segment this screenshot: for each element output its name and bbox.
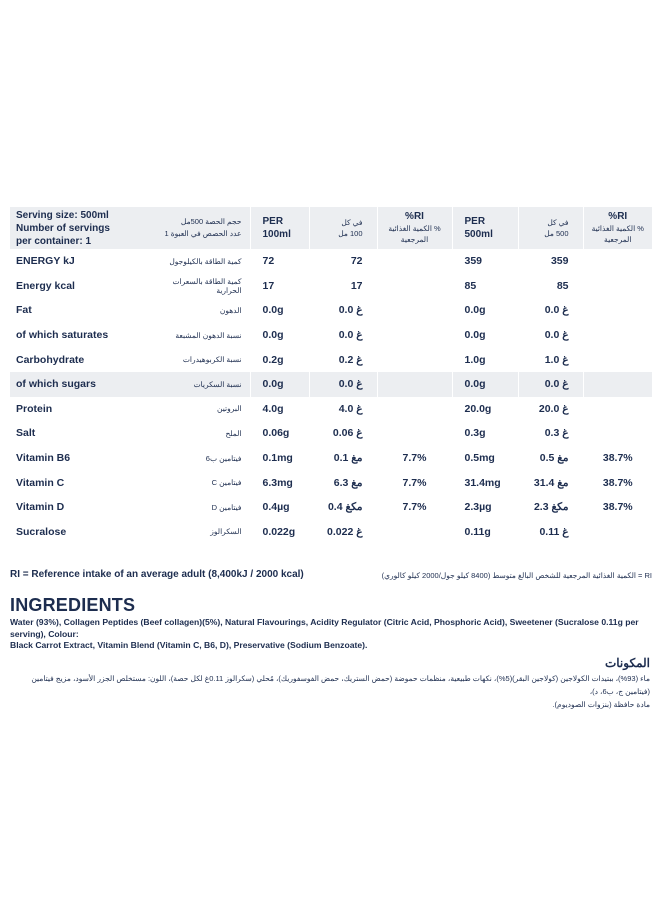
value-per100-ar: 0.2 غ	[309, 347, 377, 372]
value-per500: 85	[452, 274, 518, 299]
ri100-label: %RI	[405, 211, 424, 222]
per100-label: PER	[262, 216, 284, 227]
serving-size-label: Serving size: 500ml	[16, 209, 109, 221]
value-per500-ar: 0.11 غ	[518, 520, 583, 545]
value-per100: 0.4µg	[250, 495, 309, 520]
nutrient-name: Vitamin D	[16, 501, 65, 514]
per100-header	[250, 207, 309, 249]
value-per100-ar: 0.0 غ	[309, 372, 377, 397]
per500-label: PER	[464, 216, 486, 227]
ri500-label-ar: % الكمية الغذائية	[591, 224, 644, 233]
value-per500-ar: 1.0 غ	[518, 347, 583, 372]
nutrient-name-ar: البروتين	[217, 404, 242, 414]
value-per100-ar: 6.3 مغ	[309, 470, 377, 495]
nutrient-name-ar: فيتامين D	[211, 502, 242, 512]
value-per100-ar: 0.0 غ	[309, 298, 377, 323]
ri500-label-ar-2: المرجعية	[604, 235, 632, 244]
per100-unit: 100ml	[262, 229, 291, 240]
ri500-header	[583, 207, 652, 249]
ri-per100: 7.7%	[377, 446, 452, 471]
nutrient-row	[10, 323, 652, 348]
value-per500: 0.3g	[452, 421, 518, 446]
nutrient-name-ar: كمية الطاقة بالكيلوجول	[169, 256, 242, 266]
nutrient-name-ar: فيتامين ب6	[205, 453, 242, 463]
nutrient-name: Vitamin C	[16, 476, 65, 489]
nutrient-name: Fat	[16, 304, 32, 317]
value-per500: 0.0g	[452, 323, 518, 348]
nutrient-name-ar: فيتامين C	[211, 478, 242, 488]
value-per100: 0.0g	[250, 372, 309, 397]
ingredients-line-2: Black Carrot Extract, Vitamin Blend (Vitamin C, B6, D), Preservative (Sodium Benzoate).	[10, 640, 368, 650]
value-per500-ar: 20.0 غ	[518, 397, 583, 422]
nutrient-name-ar: الدهون	[219, 305, 242, 315]
ri-per100	[377, 372, 452, 397]
ri-per500	[583, 421, 652, 446]
ri100-label-ar: % الكمية الغذائية	[388, 224, 441, 233]
value-per500-ar: 31.4 مغ	[518, 470, 583, 495]
nutrient-row	[10, 421, 652, 446]
value-per100: 6.3mg	[250, 470, 309, 495]
value-per100-ar: 0.0 غ	[309, 323, 377, 348]
nutrient-name-ar: نسبة السكريات	[147, 372, 250, 397]
ri100-header	[377, 207, 452, 249]
nutrient-name-ar: نسبة الكربوهيدرات	[182, 355, 242, 365]
value-per500-ar: 0.0 غ	[518, 323, 583, 348]
ri-per500: 38.7%	[583, 470, 652, 495]
value-per100: 0.2g	[250, 347, 309, 372]
value-per500-ar: 0.5 مغ	[518, 446, 583, 471]
nutrient-name: Energy kcal	[16, 279, 75, 292]
value-per100-ar: 0.022 غ	[309, 520, 377, 545]
value-per500-ar: 0.3 غ	[518, 421, 583, 446]
nutrient-name: Vitamin B6	[16, 452, 71, 465]
ri-per100	[377, 397, 452, 422]
serving-info	[10, 207, 147, 249]
ri-per500	[583, 298, 652, 323]
ingredients-title-ar: المكونات	[604, 656, 650, 670]
value-per500: 0.5mg	[452, 446, 518, 471]
value-per100: 0.06g	[250, 421, 309, 446]
value-per100: 0.0g	[250, 323, 309, 348]
ri-per500	[583, 274, 652, 299]
nutrient-name: of which saturates	[16, 329, 109, 342]
value-per500: 31.4mg	[452, 470, 518, 495]
nutrient-row	[10, 495, 652, 520]
servings-label-ar: عدد الحصص في العبوة 1	[164, 229, 242, 238]
per500-unit-ar: 500 مل	[544, 229, 569, 238]
ri-per100: 7.7%	[377, 495, 452, 520]
value-per100: 0.022g	[250, 520, 309, 545]
value-per100: 4.0g	[250, 397, 309, 422]
nutrient-row	[10, 274, 652, 299]
ri-per100	[377, 274, 452, 299]
ingredients-ar-line-2: مادة حافظة (بنزوات الصوديوم).	[552, 700, 650, 709]
value-per500: 1.0g	[452, 347, 518, 372]
nutrient-name: Sucralose	[16, 525, 67, 538]
per100-label-ar: في كل	[341, 218, 363, 227]
ri500-label: %RI	[608, 211, 628, 222]
ri-per500	[583, 372, 652, 397]
value-per500: 0.0g	[452, 372, 518, 397]
value-per100: 17	[250, 274, 309, 299]
ri-per500	[583, 347, 652, 372]
nutrient-name-ar: الملح	[225, 428, 242, 438]
value-per500-ar: 359	[518, 249, 583, 274]
nutrient-name: Salt	[16, 427, 36, 440]
per500-header	[452, 207, 518, 249]
value-per500: 0.11g	[452, 520, 518, 545]
per500-header-ar	[518, 207, 583, 249]
nutrient-name: Carbohydrate	[16, 353, 85, 366]
nutrient-row	[10, 470, 652, 495]
nutrient-name: of which sugars	[10, 372, 147, 397]
table-header-row	[10, 207, 652, 249]
nutrient-row	[10, 249, 652, 274]
value-per500-ar: 0.0 غ	[518, 298, 583, 323]
value-per500: 0.0g	[452, 298, 518, 323]
value-per500: 359	[452, 249, 518, 274]
nutrient-row	[10, 372, 652, 397]
value-per100: 72	[250, 249, 309, 274]
nutrient-row	[10, 397, 652, 422]
per500-unit: 500ml	[464, 229, 493, 240]
value-per500-ar: 85	[518, 274, 583, 299]
ri-note-ar: RI = الكمية الغذائية المرجعية للشخص البالغ متوسط (8400 كيلو جول/2000 كيلو كالوري)	[381, 571, 652, 580]
servings-label: Number of servings	[16, 222, 110, 234]
serving-info-ar	[147, 207, 250, 249]
ri-per500	[583, 323, 652, 348]
ri-per100	[377, 323, 452, 348]
value-per100-ar: 4.0 غ	[309, 397, 377, 422]
ri-per100	[377, 421, 452, 446]
ingredients-title: INGREDIENTS	[10, 595, 136, 615]
value-per100-ar: 0.1 مغ	[309, 446, 377, 471]
ingredients-text	[10, 617, 655, 652]
ri-per100	[377, 520, 452, 545]
ri-per100	[377, 298, 452, 323]
ingredients-ar-line-1: ماء (93%)، ببتيدات الكولاجين (كولاجين البقر)(5%)، نكهات طبيعية، منظمات حموضة (حمض الستريك، حمض الفوسفوريك)، مُحلي (سكرالوز 0.11غ لكل حصة)، اللون: مستخلص الجزر الأسود، مزيج فيتامين (فيتامين ج، ب6، د)،	[31, 674, 650, 696]
ingredients-line-1: Water (93%), Collagen Peptides (Beef collagen)(5%), Natural Flavourings, Acidity Regulator (Citric Acid, Phosphoric Acid), Sweetener (Sucralose 0.11g per serving), Colour:	[10, 617, 639, 639]
ri-per500	[583, 249, 652, 274]
ri-per500: 38.7%	[583, 446, 652, 471]
nutrient-name: ENERGY kJ	[16, 255, 75, 268]
value-per100-ar: 0.4 مكغ	[309, 495, 377, 520]
per500-label-ar: في كل	[547, 218, 569, 227]
ri-per500	[583, 520, 652, 545]
nutrient-name-ar: السكرالوز	[210, 527, 242, 537]
value-per100: 0.0g	[250, 298, 309, 323]
value-per500: 2.3µg	[452, 495, 518, 520]
value-per100-ar: 72	[309, 249, 377, 274]
ri-per100: 7.7%	[377, 470, 452, 495]
ri100-label-ar-2: المرجعية	[400, 235, 429, 244]
nutrient-name-ar: كمية الطاقة بالسعرات الحرارية	[172, 276, 242, 295]
nutrient-row	[10, 298, 652, 323]
nutrition-table	[10, 207, 652, 544]
nutrient-name: Protein	[16, 402, 53, 415]
nutrient-name-ar: نسبة الدهون المشبعة	[175, 330, 242, 340]
nutrient-row	[10, 446, 652, 471]
nutrient-row	[10, 347, 652, 372]
ingredients-text-ar	[10, 672, 650, 711]
per100-unit-ar: 100 مل	[338, 229, 363, 238]
ri-per500: 38.7%	[583, 495, 652, 520]
nutrient-row	[10, 520, 652, 545]
value-per500-ar: 0.0 غ	[518, 372, 583, 397]
ri-per100	[377, 347, 452, 372]
ri-per100	[377, 249, 452, 274]
servings-count-label: per container: 1	[16, 235, 92, 247]
value-per100-ar: 0.06 غ	[309, 421, 377, 446]
per100-header-ar	[309, 207, 377, 249]
value-per100: 0.1mg	[250, 446, 309, 471]
ri-note: RI = Reference intake of an average adult (8,400kJ / 2000 kcal)	[10, 569, 304, 580]
ri-per500	[583, 397, 652, 422]
value-per100-ar: 17	[309, 274, 377, 299]
value-per500: 20.0g	[452, 397, 518, 422]
value-per500-ar: 2.3 مكغ	[518, 495, 583, 520]
serving-size-label-ar: حجم الحصة 500مل	[180, 217, 242, 226]
